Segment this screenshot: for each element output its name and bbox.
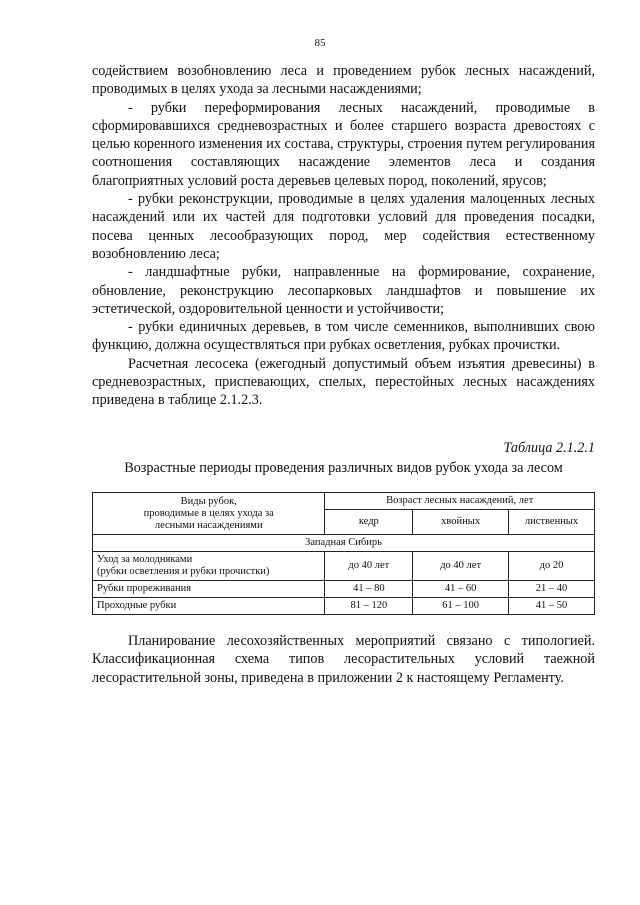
cell-deciduous: 41 – 50 — [509, 598, 595, 615]
table-number: Таблица 2.1.2.1 — [503, 440, 595, 456]
table-row — [93, 581, 595, 598]
age-periods-table — [92, 492, 595, 615]
cell-conifer: до 40 лет — [413, 552, 509, 581]
row-name: Уход за молодняками (рубки осветления и рубки прочистки) — [93, 552, 325, 581]
paragraph: - рубки переформирования лесных насаждений, проводимые в сформировавшихся средневозрастных и более старшего возраста древостоях с целью коренного изменения их состава, структуры, строения путем регулирования соотношения составляющих насаждение элементов леса и создания благоприятных условий роста деревьев целевых пород, поколений, ярусов; — [92, 99, 595, 189]
subheader-cedar: кедр — [325, 510, 413, 535]
paragraph: - ландшафтные рубки, направленные на формирование, сохранение, обновление, реконструкцию лесопарковых ландшафтов и повышение их эстетической, оздоровительной ценности и устойчивости; — [92, 264, 595, 317]
table-region-row — [93, 535, 595, 552]
cell-conifer: 41 – 60 — [413, 581, 509, 598]
header-cutting-types: Виды рубок, проводимые в целях ухода за лесными насаждениями — [93, 493, 325, 535]
cell-deciduous: 21 – 40 — [509, 581, 595, 598]
row-name: Рубки прореживания — [93, 581, 325, 598]
page-number: 85 — [314, 37, 326, 49]
paragraph: Планирование лесохозяйственных мероприятий связано с типологией. Классификационная схема типов лесорастительных условий таежной лесорастительной зоны, приведена в приложении 2 к настоящему Регламенту. — [92, 633, 595, 686]
paragraph: - рубки единичных деревьев, в том числе семенников, выполнивших свою функцию, должна осуществляться при рубках осветления, рубках прочистки. — [92, 319, 595, 354]
paragraph: - рубки реконструкции, проводимые в целях удаления малоценных лесных насаждений или их частей для подготовки условий для проведения посадки, посева ценных лесообразующих пород, мер содействия естественному возобновлению леса; — [92, 191, 595, 262]
closing-text — [92, 632, 595, 687]
body-text — [92, 62, 595, 410]
table-row — [93, 598, 595, 615]
cell-deciduous: до 20 — [509, 552, 595, 581]
paragraph: содействием возобновлению леса и проведением рубок лесных насаждений, проводимых в целях ухода за лесными насаждениями; — [92, 63, 595, 98]
table-row — [93, 552, 595, 581]
row-name: Проходные рубки — [93, 598, 325, 615]
subheader-deciduous: лиственных — [509, 510, 595, 535]
header-age-group: Возраст лесных насаждений, лет — [325, 493, 595, 510]
cell-cedar: до 40 лет — [325, 552, 413, 581]
region-label: Западная Сибирь — [93, 535, 595, 552]
paragraph: Расчетная лесосека (ежегодный допустимый объем изъятия древесины) в средневозрастных, приспевающих, спелых, перестойных лесных насаждениях приведена в таблице 2.1.2.3. — [92, 355, 595, 409]
cell-cedar: 41 – 80 — [325, 581, 413, 598]
subheader-conifer: хвойных — [413, 510, 509, 535]
cell-cedar: 81 – 120 — [325, 598, 413, 615]
table-title: Возрастные периоды проведения различных видов рубок ухода за лесом — [124, 460, 563, 476]
cell-conifer: 61 – 100 — [413, 598, 509, 615]
table-header-row — [93, 493, 595, 510]
